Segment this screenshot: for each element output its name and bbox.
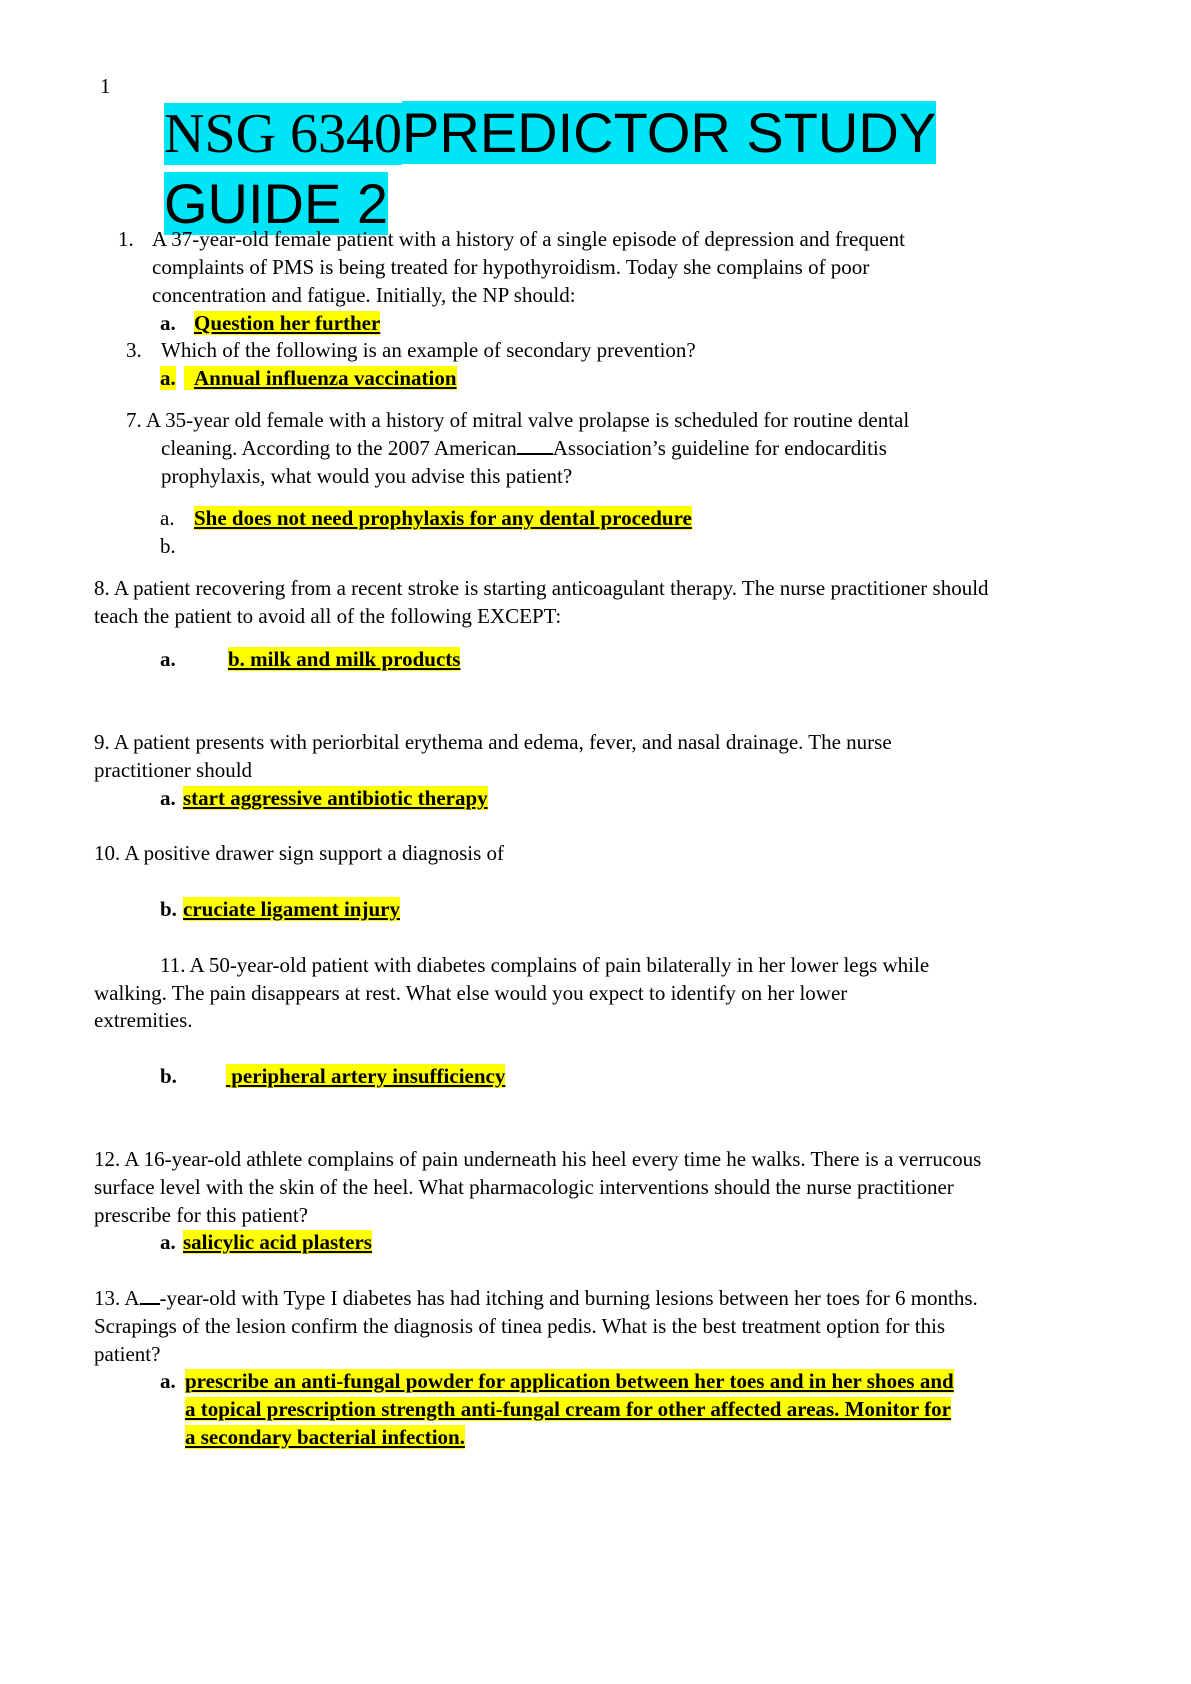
question-9-answer: start aggressive antibiotic therapy bbox=[183, 786, 488, 810]
question-1-line-3: concentration and fatigue. Initially, the NP should: bbox=[152, 283, 576, 307]
question-13-line-3: patient? bbox=[94, 1342, 161, 1366]
title-line-1: PREDICTOR STUDY bbox=[402, 101, 937, 164]
question-13-line-1 bbox=[94, 1283, 978, 1313]
question-1-answer-label: a. bbox=[160, 311, 176, 335]
question-13-answer-line-3: a secondary bacterial infection. bbox=[185, 1425, 465, 1449]
question-8-answer-label: a. bbox=[160, 647, 176, 671]
question-11-answer-label: b. bbox=[160, 1064, 177, 1088]
question-10-answer-label: b. bbox=[160, 897, 177, 921]
question-7-extra-label: b. bbox=[160, 534, 176, 558]
question-7-line-2 bbox=[161, 433, 887, 463]
question-3-answer: Annual influenza vaccination bbox=[184, 366, 457, 390]
question-8-line-1: 8. A patient recovering from a recent stroke is starting anticoagulant therapy. The nurse practitioner should bbox=[94, 576, 989, 600]
title-line-2: GUIDE 2 bbox=[164, 172, 389, 235]
question-9-answer-label: a. bbox=[160, 786, 176, 810]
question-13-answer-line-2: a topical prescription strength anti-fungal cream for other affected areas. Monitor for bbox=[185, 1397, 951, 1421]
question-13-answer-label: a. bbox=[160, 1369, 176, 1393]
question-12-line-2: surface level with the skin of the heel. What pharmacologic interventions should the nurse practitioner bbox=[94, 1175, 954, 1199]
question-13-line-2: Scrapings of the lesion confirm the diagnosis of tinea pedis. What is the best treatment option for this bbox=[94, 1314, 946, 1338]
page-number: 1 bbox=[100, 74, 111, 98]
question-8-answer: b. milk and milk products bbox=[228, 647, 461, 671]
question-10-answer: cruciate ligament injury bbox=[183, 897, 400, 921]
question-12-line-3: prescribe for this patient? bbox=[94, 1203, 308, 1227]
question-1-number: 1. bbox=[118, 227, 134, 251]
question-12-answer: salicylic acid plasters bbox=[183, 1230, 372, 1254]
question-3-answer-label: a. bbox=[160, 366, 176, 390]
question-1-line-1: A 37-year-old female patient with a history of a single episode of depression and frequent bbox=[152, 227, 906, 251]
question-7-line-2-end: Association’s guideline for endocarditis bbox=[552, 436, 887, 460]
question-10-line-1: 10. A positive drawer sign support a diagnosis of bbox=[94, 841, 505, 865]
question-13-line-1-start: 13. A bbox=[94, 1286, 140, 1310]
question-11-answer: peripheral artery insufficiency bbox=[226, 1064, 506, 1088]
question-13-line-1-end: -year-old with Type I diabetes has had itching and burning lesions between her toes for 6 months. bbox=[159, 1286, 978, 1310]
question-9-line-1: 9. A patient presents with periorbital erythema and edema, fever, and nasal drainage. The nurse bbox=[94, 730, 892, 754]
question-11-line-1: 11. A 50-year-old patient with diabetes complains of pain bilaterally in her lower legs while bbox=[160, 953, 930, 977]
document-title bbox=[164, 98, 936, 239]
question-7-line-3: prophylaxis, what would you advise this patient? bbox=[161, 464, 573, 488]
question-12-line-1: 12. A 16-year-old athlete complains of pain underneath his heel every time he walks. There is a verrucous bbox=[94, 1147, 982, 1171]
question-7-line-1: 7. A 35-year old female with a history of mitral valve prolapse is scheduled for routine dental bbox=[126, 408, 910, 432]
question-9-line-2: practitioner should bbox=[94, 758, 253, 782]
title-course-code: NSG 6340 bbox=[164, 103, 403, 165]
question-13-blank bbox=[140, 1283, 160, 1305]
question-7-answer-label: a. bbox=[160, 506, 175, 530]
question-11-line-3: extremities. bbox=[94, 1008, 193, 1032]
question-13-answer-line-1: prescribe an anti-fungal powder for application between her toes and in her shoes and bbox=[185, 1369, 954, 1393]
question-8-line-2: teach the patient to avoid all of the following EXCEPT: bbox=[94, 604, 562, 628]
question-7-blank bbox=[517, 433, 553, 455]
question-12-answer-label: a. bbox=[160, 1230, 176, 1254]
question-11-line-2: walking. The pain disappears at rest. What else would you expect to identify on her lower bbox=[94, 981, 848, 1005]
question-1-answer: Question her further bbox=[194, 311, 381, 335]
question-1-line-2: complaints of PMS is being treated for hypothyroidism. Today she complains of poor bbox=[152, 255, 870, 279]
question-3-number: 3. bbox=[126, 338, 142, 362]
question-7-answer: She does not need prophylaxis for any dental procedure bbox=[194, 506, 692, 530]
question-7-line-2-start: cleaning. According to the 2007 American bbox=[161, 436, 517, 460]
question-3-line-1: Which of the following is an example of secondary prevention? bbox=[161, 338, 696, 362]
